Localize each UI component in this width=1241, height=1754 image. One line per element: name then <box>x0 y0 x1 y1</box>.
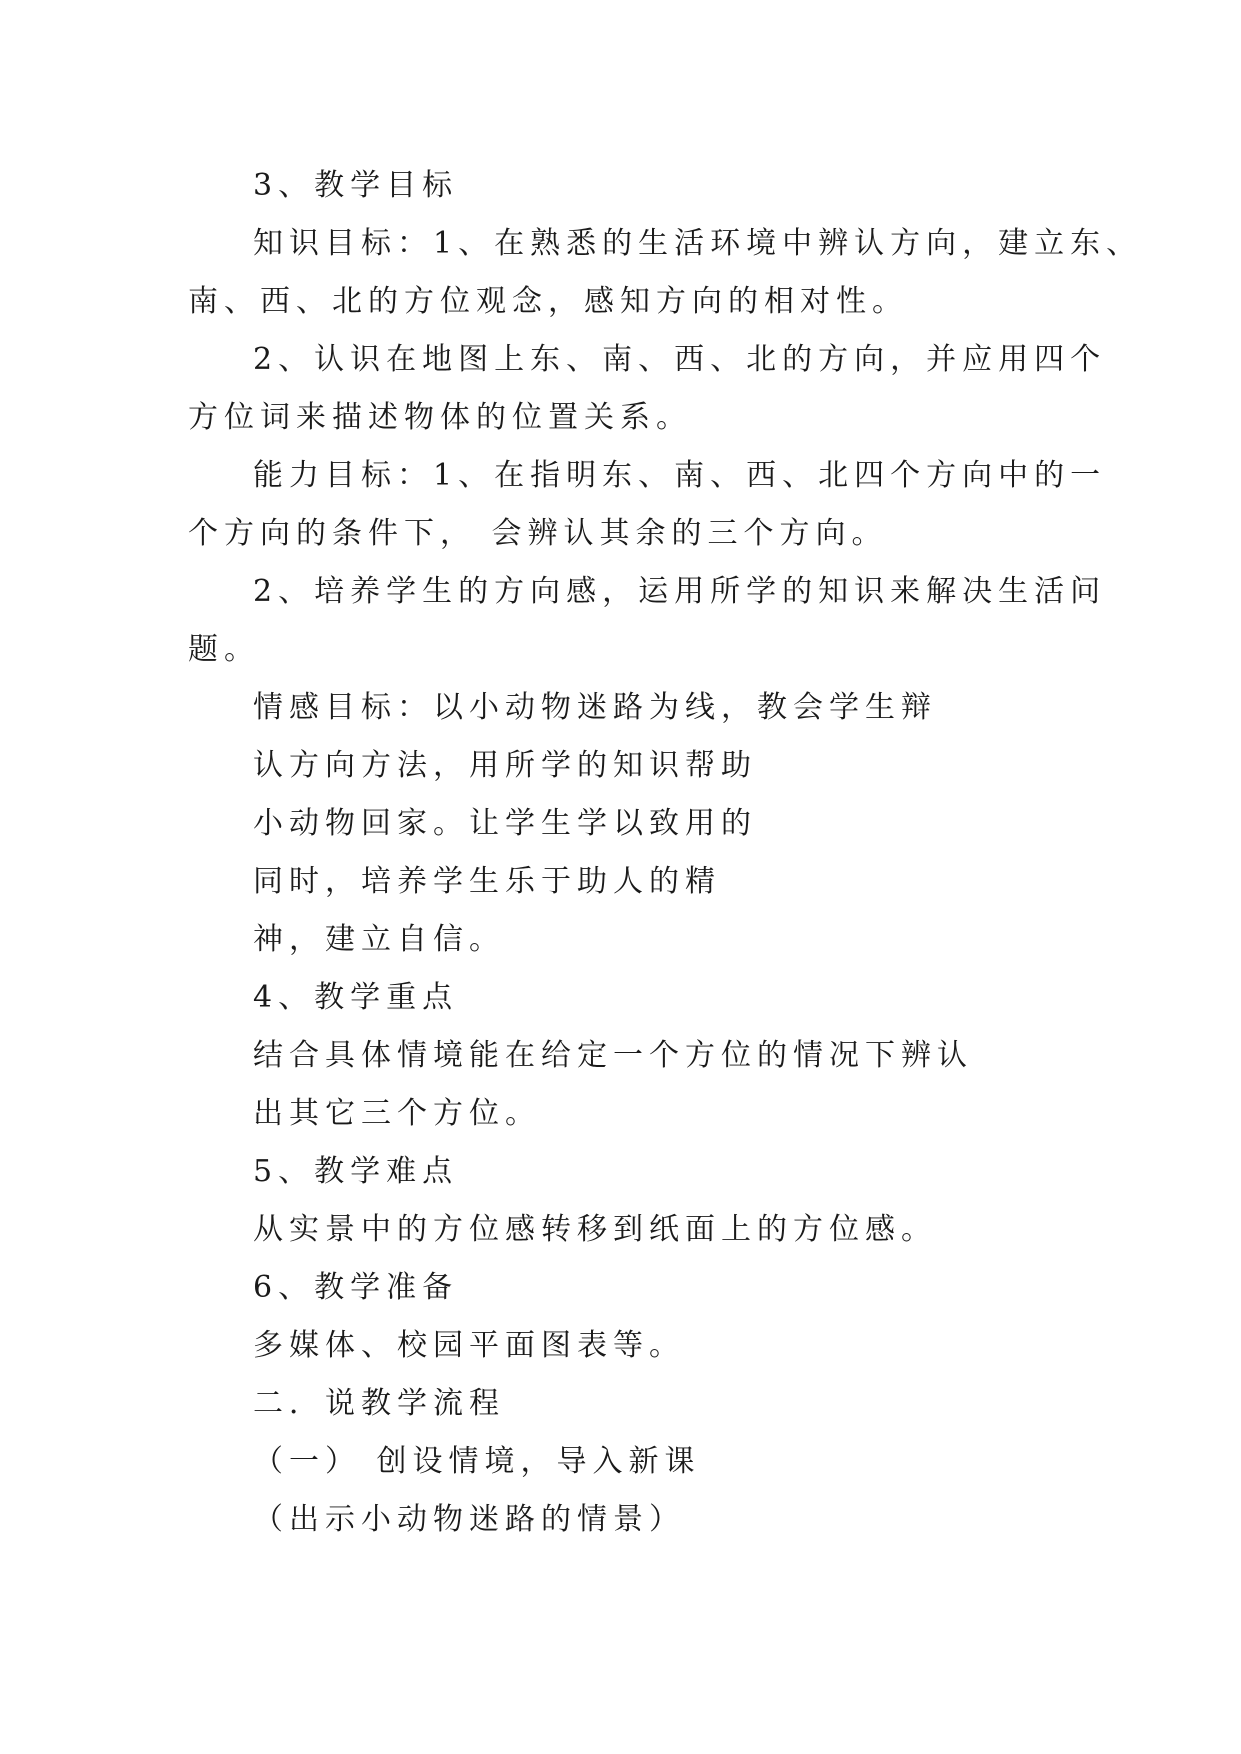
paragraph-line: 2、培养学生的方向感，运用所学的知识来解决生活问 <box>253 574 1107 609</box>
paragraph-line: 多媒体、校园平面图表等。 <box>253 1328 685 1363</box>
subheading-create-situation: （一） 创设情境，导入新课 <box>253 1444 701 1479</box>
paragraph-line: 同时，培养学生乐于助人的精 <box>253 864 721 899</box>
paragraph-line: 知识目标：1、在熟悉的生活环境中辨认方向，建立东、 <box>253 226 1143 261</box>
heading-key-points: 4、教学重点 <box>253 980 459 1015</box>
paragraph-line: 认方向方法，用所学的知识帮助 <box>253 748 757 783</box>
paragraph-line: 方位词来描述物体的位置关系。 <box>188 400 692 435</box>
paragraph-line: 南、西、北的方位观念，感知方向的相对性。 <box>188 284 908 319</box>
heading-difficulties: 5、教学难点 <box>253 1154 459 1189</box>
paragraph-line: 2、认识在地图上东、南、西、北的方向，并应用四个 <box>253 342 1107 377</box>
paragraph-line: 结合具体情境能在给定一个方位的情况下辨认 <box>253 1038 973 1073</box>
heading-teaching-objectives: 3、教学目标 <box>253 168 459 203</box>
paragraph-line: 题。 <box>188 632 260 667</box>
paragraph-line: （出示小动物迷路的情景） <box>253 1502 685 1537</box>
paragraph-line: 能力目标：1、在指明东、南、西、北四个方向中的一 <box>253 458 1107 493</box>
paragraph-line: 出其它三个方位。 <box>253 1096 541 1131</box>
paragraph-line: 个方向的条件下， 会辨认其余的三个方向。 <box>188 516 888 551</box>
heading-preparation: 6、教学准备 <box>253 1270 459 1305</box>
paragraph-line: 小动物回家。让学生学以致用的 <box>253 806 757 841</box>
paragraph-line: 从实景中的方位感转移到纸面上的方位感。 <box>253 1212 937 1247</box>
paragraph-line: 情感目标：以小动物迷路为线，教会学生辩 <box>253 690 937 725</box>
heading-teaching-process: 二．说教学流程 <box>253 1386 505 1421</box>
paragraph-line: 神，建立自信。 <box>253 922 505 957</box>
